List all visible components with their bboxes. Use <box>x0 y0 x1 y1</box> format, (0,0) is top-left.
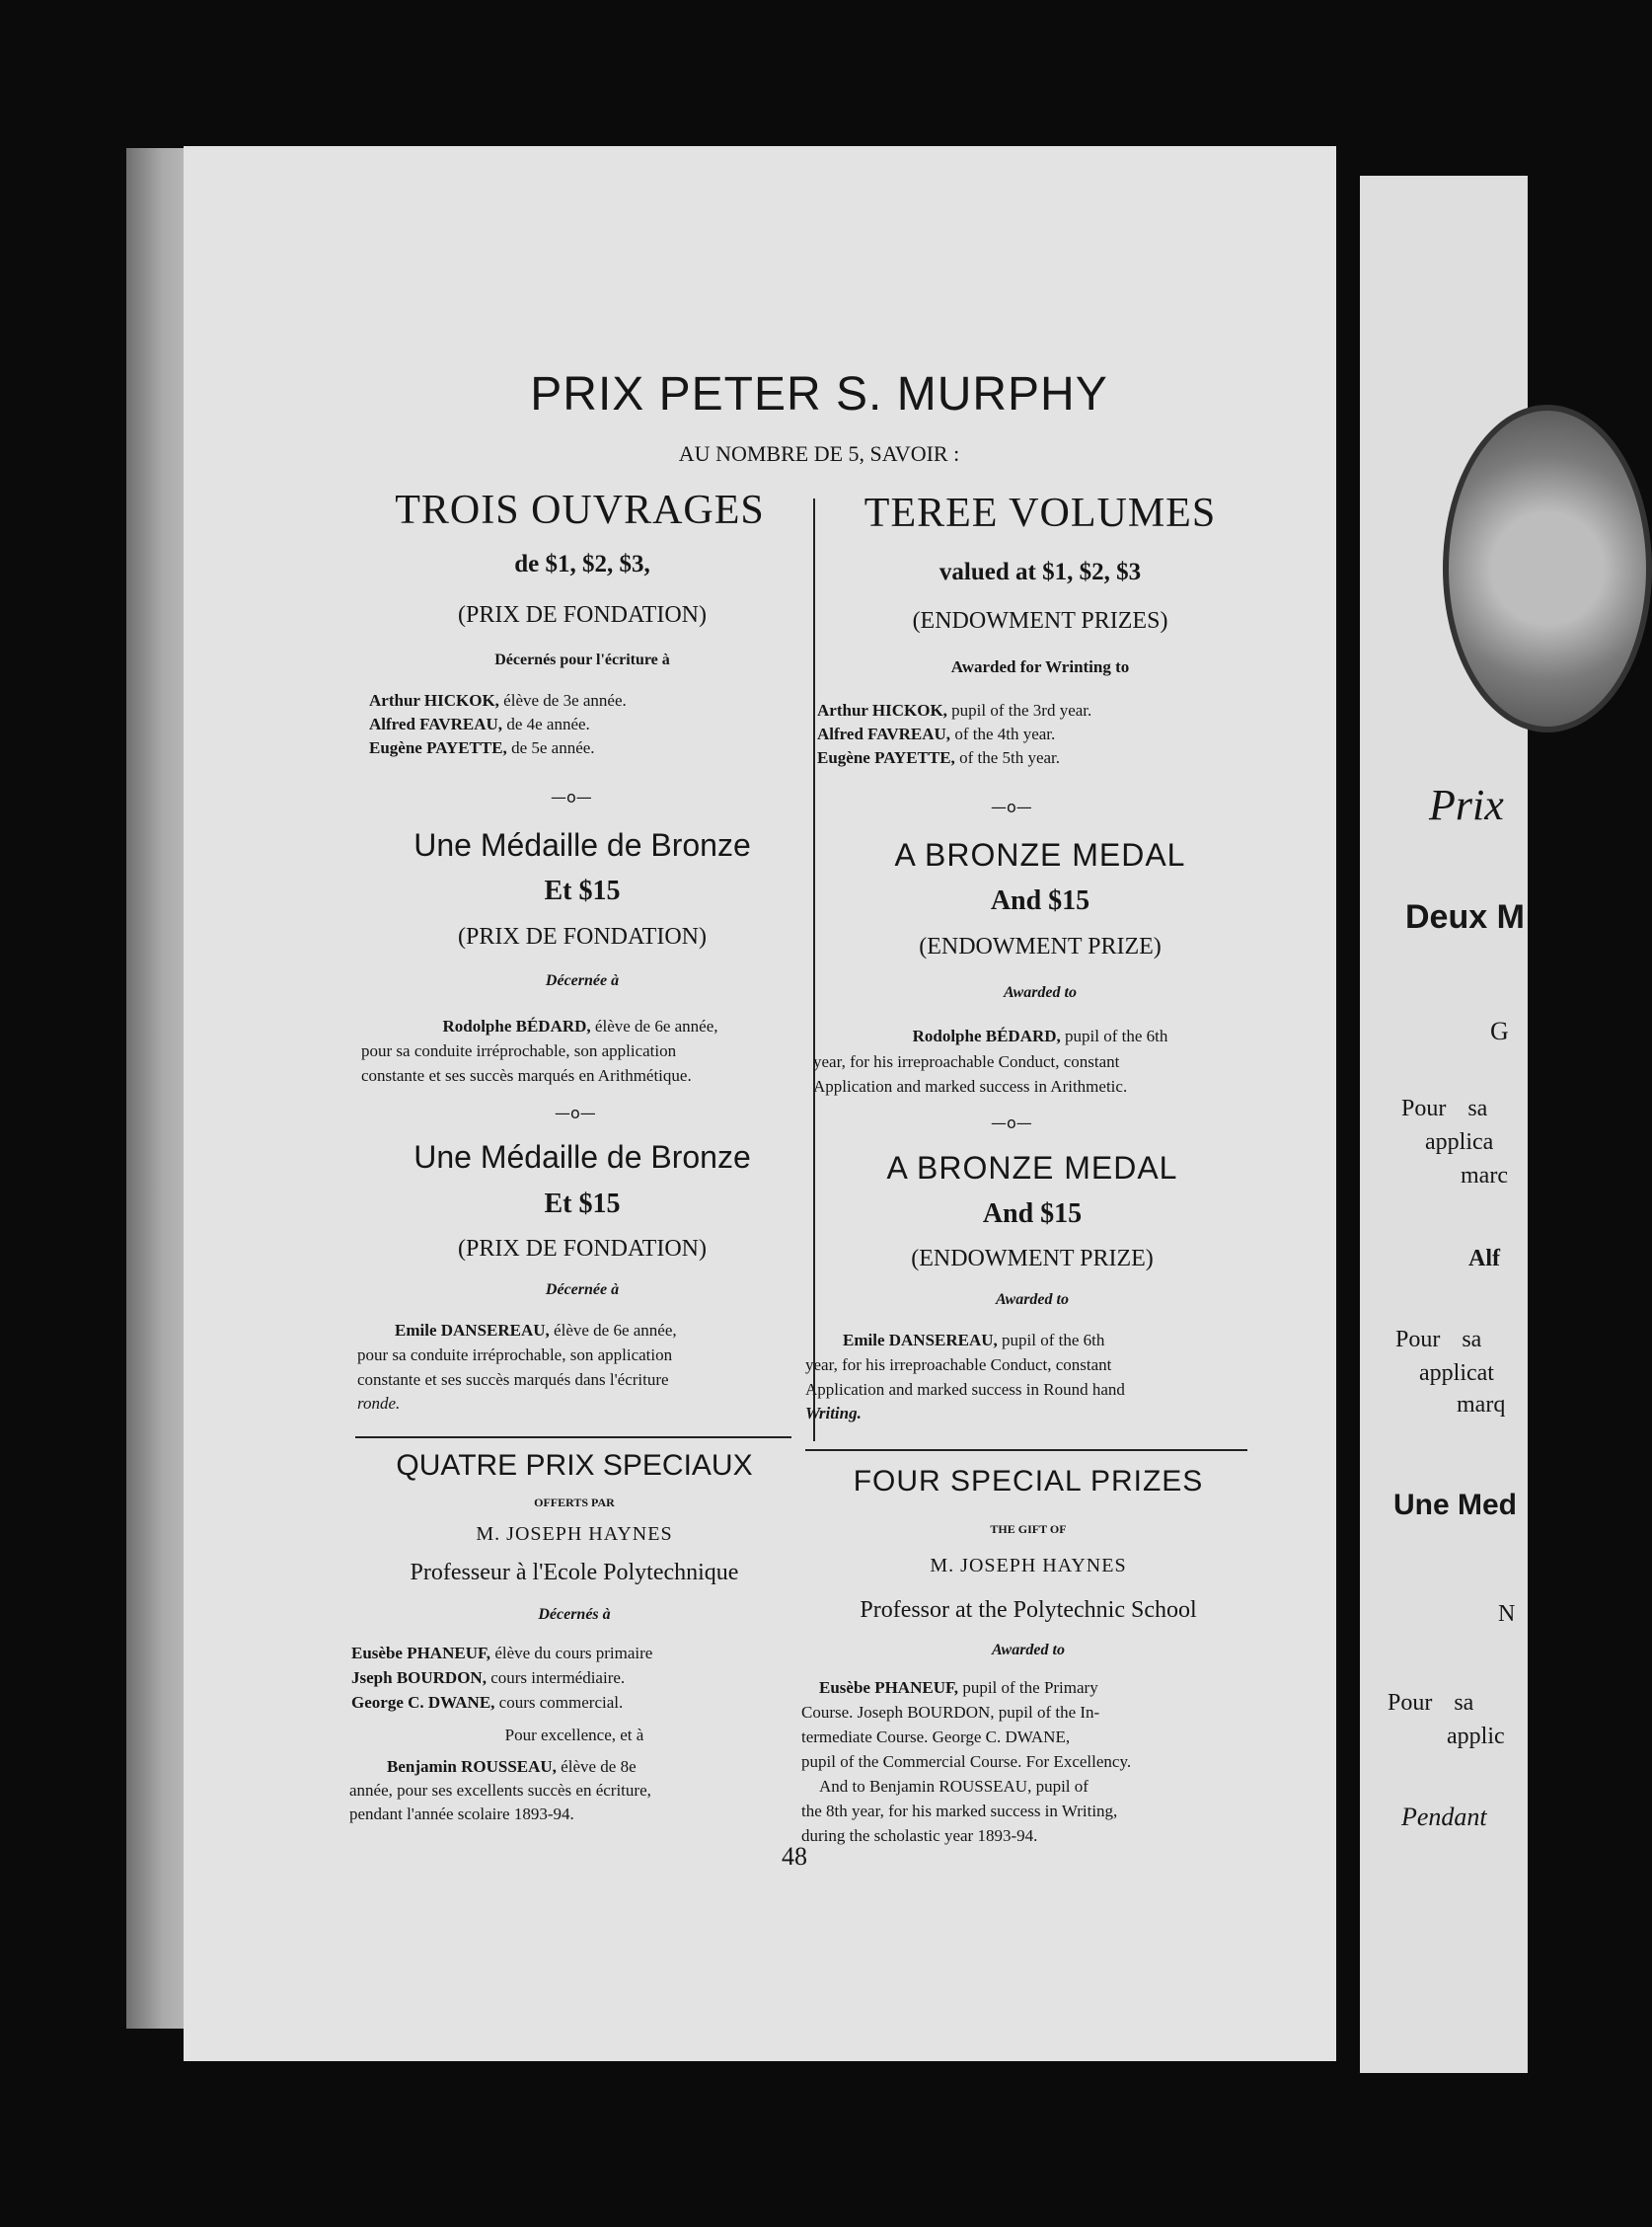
facing-page-text: Pendant <box>1401 1803 1487 1831</box>
facing-page-text: Pour sa <box>1401 1096 1488 1121</box>
recipient-detail: élève de 8e <box>556 1757 637 1776</box>
recipient-detail: of the 4th year. <box>950 725 1056 743</box>
right-s2-line-2: year, for his irreproachable Conduct, constant <box>813 1052 1120 1071</box>
recipient-detail: élève du cours primaire <box>490 1644 653 1662</box>
left-s3-line-2: pour sa conduite irréprochable, son application <box>357 1345 673 1364</box>
recipient-detail: élève de 3e année. <box>498 691 627 710</box>
left-s3-line-3: constante et ses succès marqués dans l'écriture <box>357 1370 669 1389</box>
facing-page-text: Deux M <box>1405 898 1525 936</box>
right-s1-recipient-2 <box>817 725 1055 744</box>
right-s1-awarded: Awarded for Wrinting to <box>950 657 1130 676</box>
facing-page-text: Pour sa <box>1395 1327 1482 1352</box>
recipient-name: Arthur HICKOK, <box>817 701 947 720</box>
separator: —o— <box>555 1104 596 1122</box>
recipient-detail: pupil of the 3rd year. <box>946 701 1092 720</box>
right-s3-line-4: Writing. <box>805 1404 862 1422</box>
left-s4-donor: M. JOSEPH HAYNES <box>476 1523 673 1545</box>
left-s2-line-2: pour sa conduite irréprochable, son application <box>361 1041 677 1060</box>
recipient-name: George C. DWANE, <box>351 1693 495 1712</box>
page-number: 48 <box>782 1842 807 1871</box>
right-s4-donor-role: Professor at the Polytechnic School <box>860 1597 1197 1623</box>
left-s4-donor-role: Professeur à l'Ecole Polytechnique <box>410 1560 739 1585</box>
left-s3-title: Une Médaille de Bronze <box>413 1139 751 1175</box>
recipient-name: Alfred FAVREAU, <box>369 715 503 733</box>
left-s4-offered: OFFERTS PAR <box>534 1496 615 1509</box>
right-s3-line-2: year, for his irreproachable Conduct, constant <box>805 1355 1112 1374</box>
facing-page-text: Alf <box>1468 1246 1500 1271</box>
separator: —o— <box>991 1114 1032 1132</box>
facing-page-text: G <box>1490 1017 1509 1045</box>
left-s2-line-1 <box>363 1017 797 1037</box>
facing-page-text: applic <box>1447 1724 1505 1749</box>
right-s1-recipient-3 <box>817 748 1060 768</box>
right-s4-awarded: Awarded to <box>992 1642 1065 1658</box>
facing-page-text: applica <box>1425 1129 1494 1155</box>
left-s4-line-1 <box>351 1644 652 1663</box>
right-s3-line-1 <box>843 1331 1104 1350</box>
recipient-name: Eugène PAYETTE, <box>817 748 955 767</box>
right-s4-line-6: the 8th year, for his marked success in Writing, <box>801 1802 1118 1820</box>
left-s2-prize: (PRIX DE FONDATION) <box>458 924 707 950</box>
left-s4-title: QUATRE PRIX SPECIAUX <box>396 1449 753 1482</box>
recipient-detail: pupil of the 6th <box>1060 1027 1168 1045</box>
left-s4-line-3 <box>351 1693 623 1713</box>
left-s3-line-4: ronde. <box>357 1394 401 1413</box>
recipient-detail: of the 5th year. <box>954 748 1061 767</box>
facing-page-text: N <box>1498 1601 1516 1627</box>
left-s1-title: TROIS OUVRAGES <box>395 488 765 533</box>
left-s4-line-4: Pour excellence, et à <box>504 1726 644 1744</box>
right-s4-line-4: pupil of the Commercial Course. For Excellency. <box>801 1752 1132 1771</box>
right-s3-title: A BRONZE MEDAL <box>886 1150 1178 1186</box>
left-s1-prize: (PRIX DE FONDATION) <box>458 602 707 628</box>
facing-page-text: Une Med <box>1393 1489 1518 1521</box>
facing-page-text: applicat <box>1419 1360 1494 1386</box>
left-s1-values: de $1, $2, $3, <box>514 551 650 577</box>
left-s2-title: Une Médaille de Bronze <box>413 827 751 863</box>
right-s3-line-3: Application and marked success in Round hand <box>805 1380 1125 1399</box>
recipient-detail: cours intermédiaire. <box>486 1668 626 1687</box>
right-s3-amount: And $15 <box>982 1198 1083 1229</box>
left-s3-line-1 <box>395 1321 677 1341</box>
recipient-name: Jseph BOURDON, <box>351 1668 487 1687</box>
left-s3-awarded: Décernée à <box>545 1281 620 1298</box>
facing-page-text: marc <box>1461 1163 1508 1189</box>
right-s4-offered: THE GIFT OF <box>990 1522 1067 1536</box>
right-s4-line-7: during the scholastic year 1893-94. <box>801 1826 1038 1845</box>
right-s1-values: valued at $1, $2, $3 <box>939 559 1142 585</box>
left-s2-awarded: Décernée à <box>545 972 620 989</box>
right-s3-awarded: Awarded to <box>996 1291 1069 1308</box>
recipient-name: Rodolphe BÉDARD, <box>912 1027 1061 1045</box>
right-s3-prize: (ENDOWMENT PRIZE) <box>911 1246 1154 1271</box>
recipient-name: Eusèbe PHANEUF, <box>351 1644 491 1662</box>
left-s4-line-5 <box>387 1757 637 1777</box>
left-s2-line-3: constante et ses succès marqués en Arithmétique. <box>361 1066 692 1085</box>
left-s3-amount: Et $15 <box>544 1189 621 1219</box>
right-s2-amount: And $15 <box>990 885 1090 916</box>
left-s1-recipient-2 <box>369 715 590 734</box>
recipient-detail: pupil of the Primary <box>958 1678 1098 1697</box>
right-s2-title: A BRONZE MEDAL <box>894 837 1186 873</box>
page-48 <box>184 146 1336 2061</box>
left-s2-amount: Et $15 <box>544 876 621 906</box>
separator: —o— <box>991 798 1032 816</box>
facing-page-text: Pour sa <box>1388 1690 1474 1716</box>
right-s4-donor: M. JOSEPH HAYNES <box>930 1555 1127 1576</box>
recipient-detail: de 5e année. <box>506 738 595 757</box>
left-s4-line-2 <box>351 1668 625 1688</box>
recipient-name: Emile DANSEREAU, <box>395 1321 550 1340</box>
recipient-name: Emile DANSEREAU, <box>843 1331 998 1349</box>
page-subtitle: AU NOMBRE DE 5, SAVOIR : <box>678 441 960 466</box>
right-s1-prize: (ENDOWMENT PRIZES) <box>912 608 1168 634</box>
recipient-name: Benjamin ROUSSEAU, <box>387 1757 557 1776</box>
recipient-detail: de 4e année. <box>502 715 590 733</box>
left-s3-prize: (PRIX DE FONDATION) <box>458 1236 707 1262</box>
left-s4-awarded: Décernés à <box>538 1606 611 1623</box>
recipient-name: Arthur HICKOK, <box>369 691 499 710</box>
right-s2-line-1 <box>823 1027 1257 1046</box>
right-s4-line-3: termediate Course. George C. DWANE, <box>801 1728 1071 1746</box>
right-s2-line-3: Application and marked success in Arithmetic. <box>813 1077 1128 1096</box>
recipient-detail: pupil of the 6th <box>997 1331 1105 1349</box>
left-s4-line-6: année, pour ses excellents succès en écriture, <box>349 1781 651 1800</box>
seal-image <box>1443 405 1652 732</box>
recipient-detail: élève de 6e année, <box>549 1321 677 1340</box>
left-s4-line-7: pendant l'année scolaire 1893-94. <box>349 1805 574 1823</box>
facing-page-text: Prix <box>1429 781 1504 829</box>
right-s4-title: FOUR SPECIAL PRIZES <box>853 1465 1204 1497</box>
recipient-detail: élève de 6e année, <box>590 1017 718 1036</box>
right-s4-line-1 <box>819 1678 1098 1698</box>
facing-page-text: marq <box>1457 1392 1506 1418</box>
separator: —o— <box>551 788 592 806</box>
right-s4-line-2: Course. Joseph BOURDON, pupil of the In- <box>801 1703 1100 1722</box>
left-s1-awarded: Décernés pour l'écriture à <box>494 652 670 668</box>
right-s2-prize: (ENDOWMENT PRIZE) <box>919 934 1162 960</box>
left-s1-recipient-1 <box>369 691 627 711</box>
recipient-name: Eusèbe PHANEUF, <box>819 1678 959 1697</box>
right-s1-recipient-1 <box>817 701 1091 721</box>
right-s4-line-5: And to Benjamin ROUSSEAU, pupil of <box>819 1777 1089 1796</box>
page-title: PRIX PETER S. MURPHY <box>530 368 1108 421</box>
recipient-name: Eugène PAYETTE, <box>369 738 507 757</box>
right-section-rule <box>805 1449 1247 1451</box>
right-s1-title: TEREE VOLUMES <box>864 491 1217 536</box>
recipient-name: Rodolphe BÉDARD, <box>442 1017 591 1036</box>
left-s1-recipient-3 <box>369 738 595 758</box>
left-section-rule <box>355 1436 791 1438</box>
recipient-name: Alfred FAVREAU, <box>817 725 951 743</box>
recipient-detail: cours commercial. <box>494 1693 624 1712</box>
right-s2-awarded: Awarded to <box>1004 984 1077 1001</box>
